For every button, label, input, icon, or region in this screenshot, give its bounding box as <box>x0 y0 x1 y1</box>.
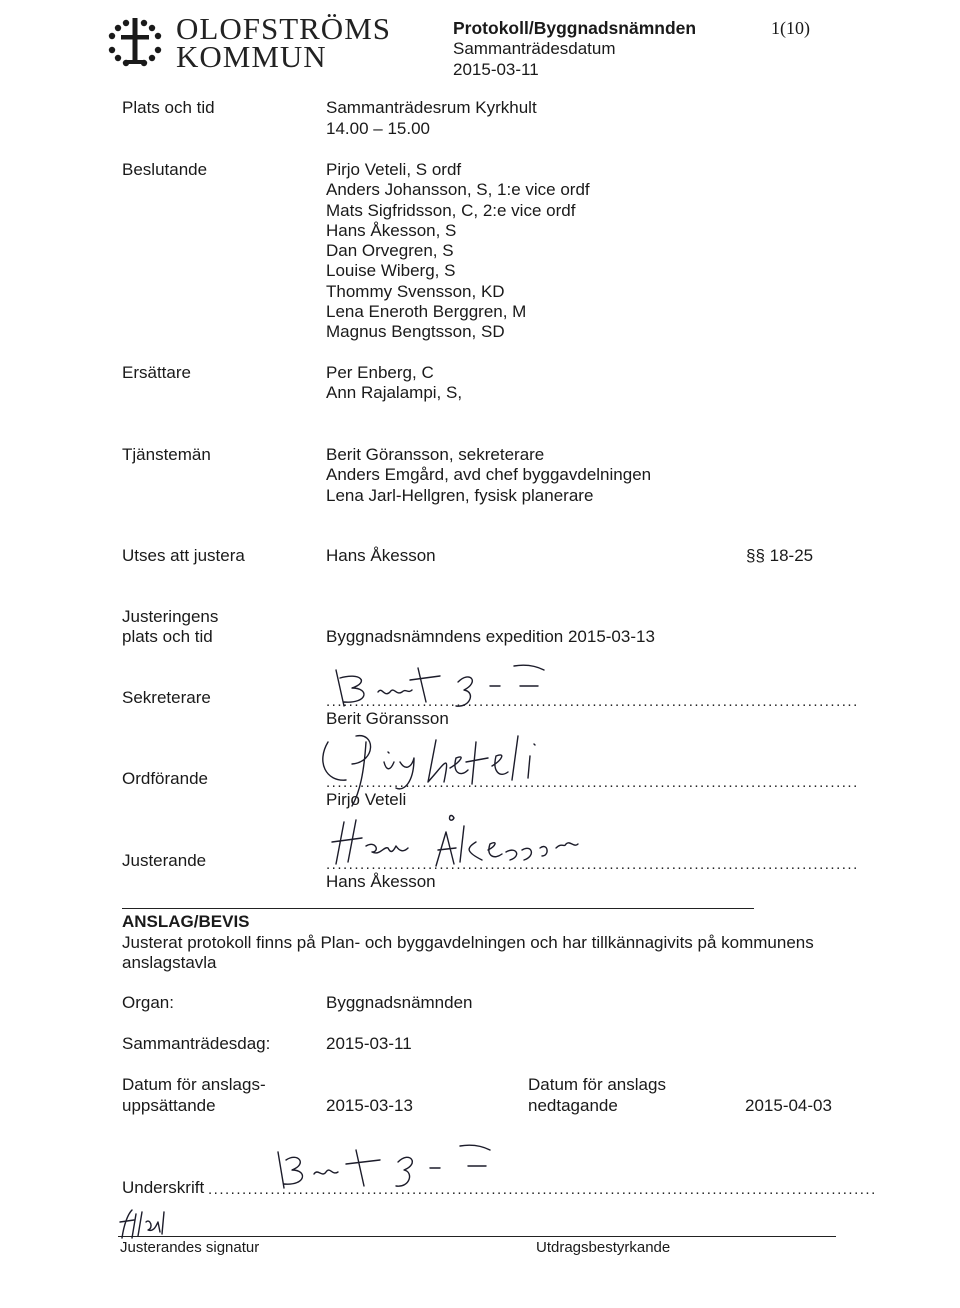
signature-line: .............................................................................................. <box>326 856 859 873</box>
signature-footer-line <box>118 1236 836 1237</box>
list-item: Magnus Bengtsson, SD <box>326 322 505 342</box>
adjust-place-label-2: plats och tid <box>122 627 213 646</box>
list-item: Mats Sigfridsson, C, 2:e vice ordf <box>326 200 576 220</box>
list-item: Lena Jarl-Hellgren, fysisk planerare <box>326 485 594 505</box>
notice-text-line2: anslagstavla <box>122 953 217 972</box>
substitutes-label: Ersättare <box>122 363 191 382</box>
adjuster-label: Utses att justera <box>122 546 245 565</box>
adjust-place-value: Byggnadsnämndens expedition 2015-03-13 <box>326 627 655 646</box>
list-item: Per Enberg, C <box>326 363 434 382</box>
notice-heading: ANSLAG/BEVIS <box>122 912 250 931</box>
signature-line: .............................................................................................. <box>326 693 859 710</box>
signature-role: Sekreterare <box>122 688 211 707</box>
extract-certify-label: Utdragsbestyrkande <box>536 1239 671 1256</box>
adjuster-signature-label: Justerandes signatur <box>120 1239 260 1256</box>
signature-label: Underskrift <box>122 1178 205 1197</box>
signature-line: ...................................................................................................................... <box>208 1181 877 1198</box>
logo-emblem-icon <box>104 14 166 72</box>
document-title: Protokoll/Byggnadsnämnden <box>453 18 697 38</box>
officials-label: Tjänstemän <box>122 445 211 464</box>
handwritten-signature-pirjo <box>316 722 556 822</box>
list-item: Hans Åkesson, S <box>326 220 457 240</box>
page-number: 1(10) <box>771 18 810 38</box>
time-value: 14.00 – 15.00 <box>326 119 430 138</box>
decision-makers-list <box>326 160 590 343</box>
decision-makers-label: Beslutande <box>122 160 208 179</box>
posted-date-label-2: uppsättande <box>122 1096 216 1115</box>
adjust-place-label-1: Justeringens <box>122 607 219 626</box>
paragraph-range: §§ 18-25 <box>746 546 814 565</box>
list-item: Anders Emgård, avd chef byggavdelningen <box>326 465 652 485</box>
posted-date-value: 2015-03-13 <box>326 1096 413 1115</box>
notice-text-line1: Justerat protokoll finns på Plan- och byggavdelningen och har tillkännagivits på kommunens <box>122 933 814 952</box>
signature-name: Pirjo Veteli <box>326 790 407 809</box>
signature-role: Ordförande <box>122 769 208 788</box>
list-item: Anders Johansson, S, 1:e vice ordf <box>326 180 590 200</box>
place-label: Plats och tid <box>122 98 215 117</box>
handwritten-signature-berit <box>330 656 550 716</box>
meeting-date-label: Sammanträdesdatum <box>453 39 616 58</box>
list-item: Louise Wiberg, S <box>326 261 456 281</box>
list-item: Thommy Svensson, KD <box>326 281 505 301</box>
meeting-day-value: 2015-03-11 <box>326 1034 412 1053</box>
removed-date-value: 2015-04-03 <box>745 1096 832 1115</box>
handwritten-signature-notice <box>264 1136 514 1196</box>
section-divider <box>122 908 754 909</box>
organ-value: Byggnadsnämnden <box>326 993 473 1012</box>
removed-date-label-2: nedtagande <box>528 1096 618 1115</box>
signature-name: Berit Göransson <box>326 709 449 728</box>
logo-text-line1: OLOFSTRÖMS <box>176 11 391 46</box>
officials-list <box>326 445 651 506</box>
meeting-day-label: Sammanträdesdag: <box>122 1034 271 1053</box>
signature-line: .............................................................................................. <box>326 774 859 791</box>
logo-text-line2: KOMMUN <box>176 39 327 74</box>
list-item: Pirjo Veteli, S ordf <box>326 160 462 179</box>
adjuster-value: Hans Åkesson <box>326 546 436 565</box>
posted-date-label-1: Datum för anslags- <box>122 1075 266 1094</box>
list-item: Lena Eneroth Berggren, M <box>326 302 527 322</box>
list-item: Dan Orvegren, S <box>326 241 454 261</box>
meeting-date-value: 2015-03-11 <box>453 60 539 79</box>
signature-name: Hans Åkesson <box>326 872 436 891</box>
handwritten-signature-hans <box>326 812 606 872</box>
list-item: Berit Göransson, sekreterare <box>326 445 545 464</box>
signature-role: Justerande <box>122 851 207 870</box>
place-value: Sammanträdesrum Kyrkhult <box>326 98 537 117</box>
organ-label: Organ: <box>122 993 174 1012</box>
substitutes-list <box>326 363 462 404</box>
list-item: Ann Rajalampi, S, <box>326 383 463 403</box>
removed-date-label-1: Datum för anslags <box>528 1075 666 1094</box>
